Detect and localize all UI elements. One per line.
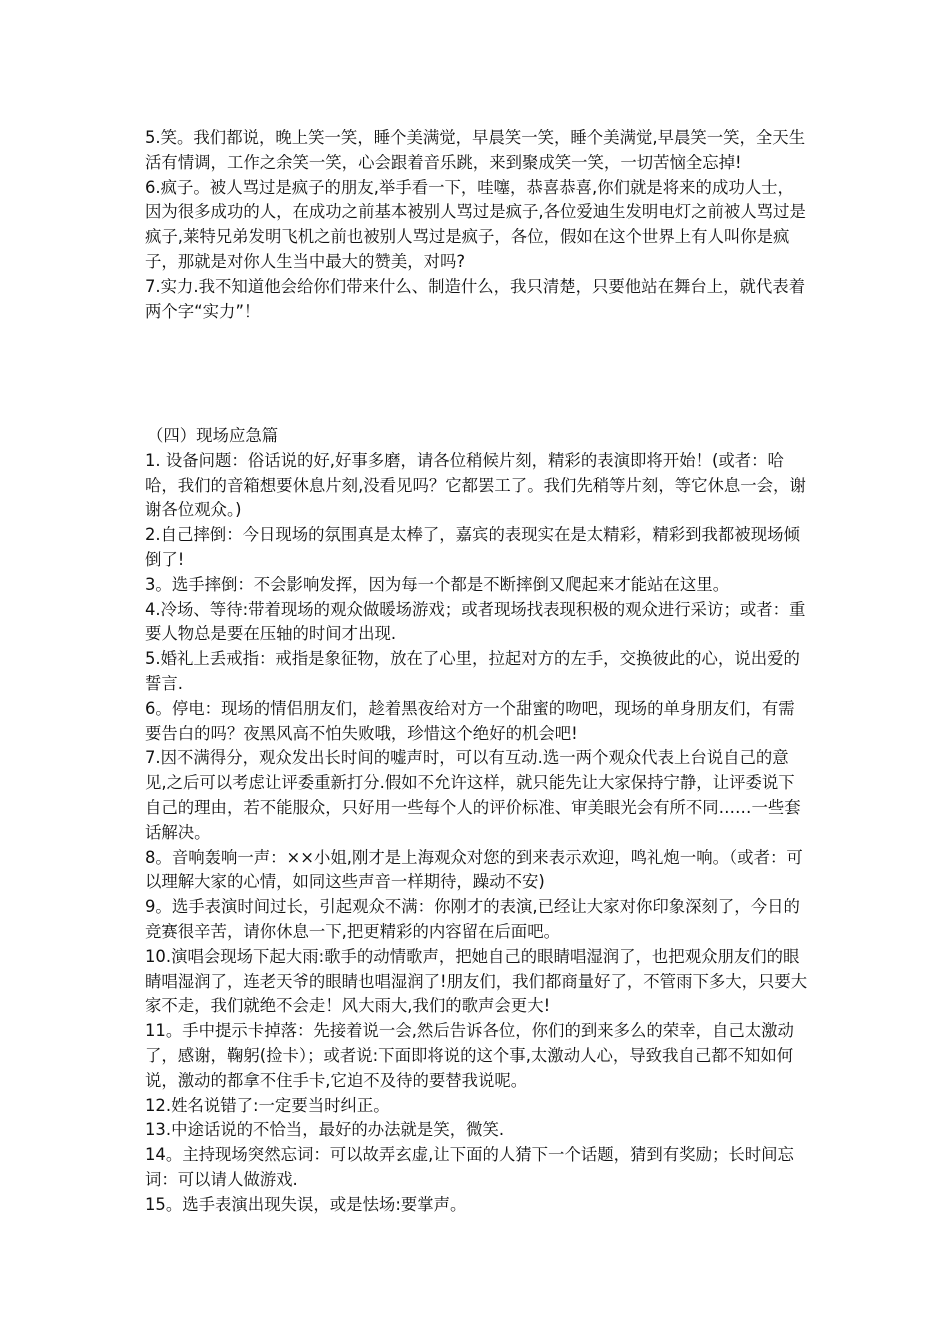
list-item: 1. 设备问题：俗话说的好,好事多磨，请各位稍候片刻，精彩的表演即将开始！(或者：哈哈，我们的音箱想要休息片刻,没看见吗？它都罢工了。我们先稍等片刻，等它休息一会，谢谢各位观众。) — [145, 450, 806, 520]
list-item: 7.因不满得分，观众发出长时间的嘘声时，可以有互动.选一两个观众代表上台说自己的意见,之后可以考虑让评委重新打分.假如不允许这样，就只能先让大家保持宁静，让评委说下自己的理由，若不能服众，只好用一些每个人的评价标准、审美眼光会有所不同……一些套话解决。 — [145, 748, 801, 842]
paragraph-laugh: 5.笑。我们都说，晚上笑一笑，睡个美满觉，早晨笑一笑，睡个美满觉,早晨笑一笑，全天生活有情调，工作之余笑一笑，心会跟着音乐跳，来到聚成笑一笑，一切苦恼全忘掉! — [145, 128, 806, 172]
list-item: 15。选手表演出现失误，或是怯场:要掌声。 — [145, 1194, 467, 1214]
list-item: 13.中途话说的不恰当，最好的办法就是笑，微笑. — [145, 1120, 505, 1140]
list-item: 5.婚礼上丢戒指：戒指是象征物，放在了心里，拉起对方的左手，交换彼此的心，说出爱的誓言. — [145, 649, 800, 693]
paragraph-crazy: 6.疯子。被人骂过是疯子的朋友,举手看一下，哇噻，恭喜恭喜,你们就是将来的成功人士，因为很多成功的人，在成功之前基本被别人骂过是疯子,各位爱迪生发明电灯之前被人骂过是疯子,莱特兄弟发明飞机之前也被别人骂过是疯子，各位，假如在这个世界上有人叫你是疯子，那就是对你人生当中最大的赞美，对吗? — [145, 177, 806, 271]
list-item: 8。音响轰响一声：××小姐,刚才是上海观众对您的到来表示欢迎，鸣礼炮一响。（或者：可以理解大家的心情，如同这些声音一样期待，躁动不安) — [145, 847, 803, 892]
list-item: 9。选手表演时间过长，引起观众不满：你刚才的表演,已经让大家对你印象深刻了，今日的竞赛很辛苦，请你休息一下,把更精彩的内容留在后面吧。 — [145, 897, 800, 941]
section-host-phrases — [145, 126, 810, 324]
list-item: 3。选手摔倒：不会影响发挥，因为每一个都是不断摔倒又爬起来才能站在这里。 — [145, 574, 730, 594]
list-item: 11。手中提示卡掉落：先接着说一会,然后告诉各位，你们的到来多么的荣幸，自己太激动了，感谢，鞠躬(捡卡）；或者说:下面即将说的这个事,太激动人心，导致我自己都不知如何说，激动的都拿不住手卡,它迫不及待的要替我说呢。 — [145, 1021, 794, 1090]
list-item: 4.冷场、等待:带着现场的观众做暖场游戏；或者现场找表现积极的观众进行采访；或者：重要人物总是要在压轴的时间才出现. — [145, 599, 806, 644]
list-item: 10.演唱会现场下起大雨:歌手的动情歌声，把她自己的眼睛唱湿润了，也把观众朋友们的眼睛唱湿润了，连老天爷的眼睛也唱湿润了!朋友们，我们都商量好了，不管雨下多大，只要大家不走，我们就绝不会走！风大雨大,我们的歌声会更大! — [145, 946, 808, 1016]
list-item: 6。停电：现场的情侣朋友们，趁着黑夜给对方一个甜蜜的吻吧，现场的单身朋友们，有需要告白的吗？夜黑风高不怕失败哦，珍惜这个绝好的机会吧! — [145, 698, 795, 743]
list-item: 14。主持现场突然忘词：可以故弄玄虚,让下面的人猜下一个话题，猜到有奖励；长时间忘词：可以请人做游戏. — [145, 1145, 794, 1189]
section-emergency — [145, 424, 810, 1218]
paragraph-strength: 7.实力.我不知道他会给你们带来什么、制造什么，我只清楚，只要他站在舞台上，就代表着两个字“实力”！ — [145, 276, 806, 321]
list-item: 2.自己摔倒：今日现场的氛围真是太棒了，嘉宾的表现实在是太精彩，精彩到我都被现场倾倒了! — [145, 525, 800, 569]
list-item: 12.姓名说错了:一定要当时纠正。 — [145, 1095, 390, 1115]
section-heading: （四）现场应急篇 — [147, 426, 279, 445]
